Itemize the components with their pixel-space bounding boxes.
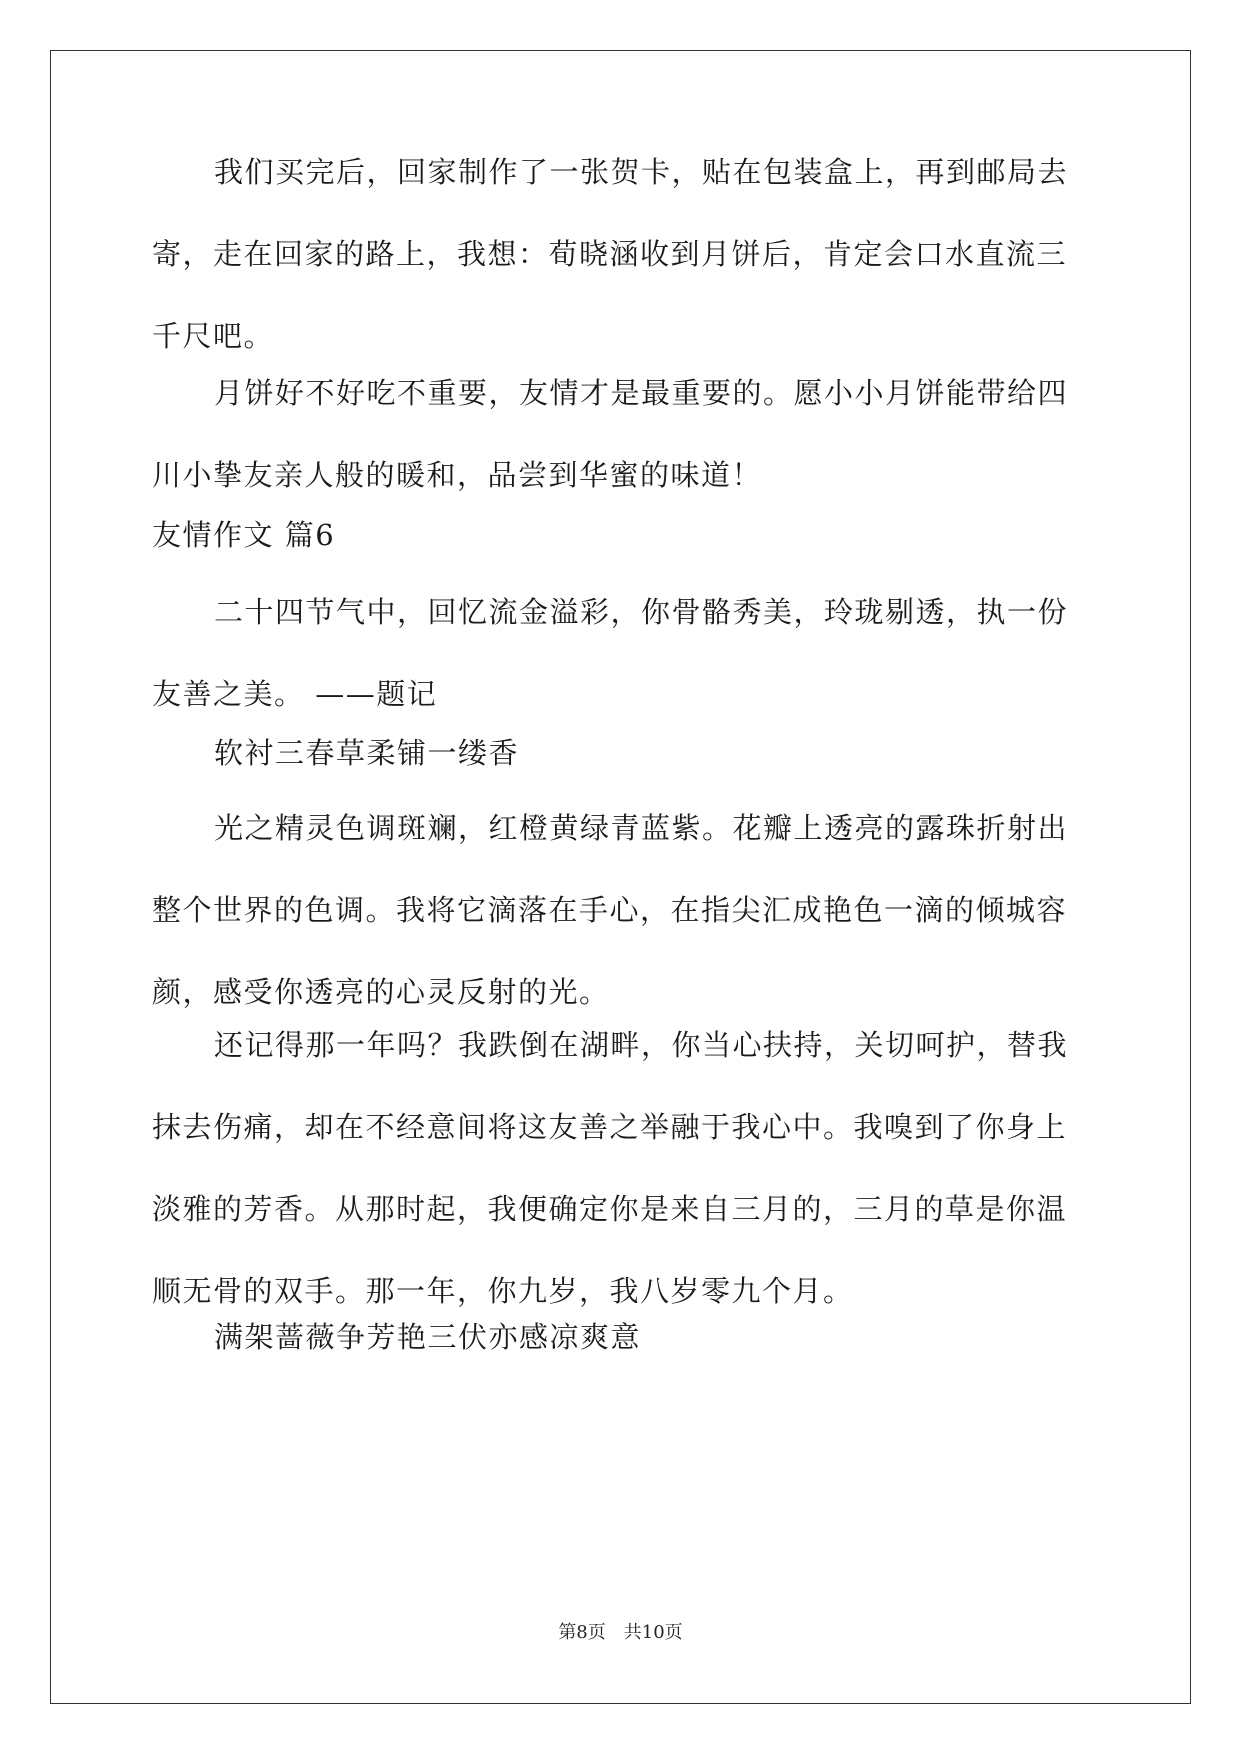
paragraph-2: 月饼好不好吃不重要，友情才是最重要的。愿小小月饼能带给四川小挚友亲人般的暖和，品尝到华蜜的味道！: [152, 376, 1069, 492]
section-heading: 友情作文 篇6: [152, 518, 336, 552]
paragraph-4: 软衬三春草柔铺一缕香: [214, 736, 520, 770]
paragraph-3: 二十四节气中，回忆流金溢彩，你骨骼秀美，玲珑剔透，执一份友善之美。 ——题记: [152, 595, 1069, 711]
paragraph-1: 我们买完后，回家制作了一张贺卡，贴在包装盒上，再到邮局去寄，走在回家的路上，我想：荀晓涵收到月饼后，肯定会口水直流三千尺吧。: [152, 155, 1069, 353]
page-total: 共10页: [623, 1622, 683, 1643]
page-footer: [0, 1621, 1241, 1645]
paragraph-6: 还记得那一年吗？我跌倒在湖畔，你当心扶持，关切呵护，替我抹去伤痛，却在不经意间将这友善之举融于我心中。我嗅到了你身上淡雅的芳香。从那时起，我便确定你是来自三月的，三月的草是你温顺无骨的双手。那一年，你九岁，我八岁零九个月。: [152, 1028, 1069, 1308]
paragraph-7: 满架蔷薇争芳艳三伏亦感凉爽意: [214, 1320, 642, 1354]
page-number: 第8页: [558, 1622, 606, 1643]
paragraph-5: 光之精灵色调斑斓，红橙黄绿青蓝紫。花瓣上透亮的露珠折射出整个世界的色调。我将它滴落在手心，在指尖汇成艳色一滴的倾城容颜，感受你透亮的心灵反射的光。: [152, 811, 1069, 1009]
